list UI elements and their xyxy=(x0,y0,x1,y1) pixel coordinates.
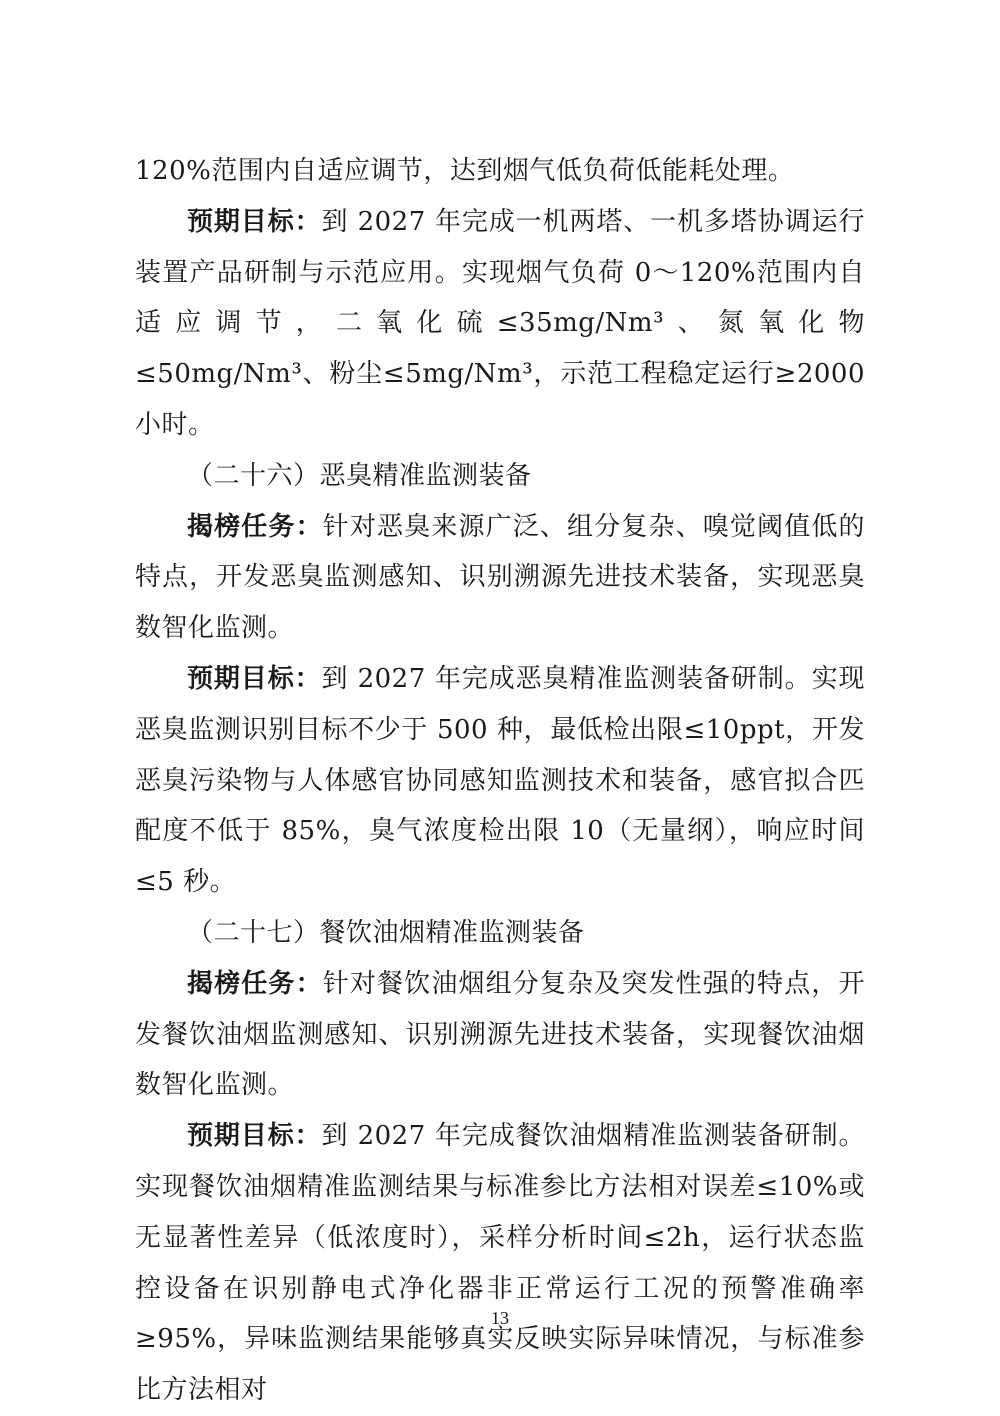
document-body xyxy=(135,146,865,1416)
paragraph-text: 针对餐饮油烟组分复杂及突发性强的特点，开发餐饮油烟监测感知、识别溯源先进技术装备，实现餐饮油烟数智化监测。 xyxy=(135,968,865,1101)
paragraph-text: 120%范围内自适应调节，达到烟气低负荷低能耗处理。 xyxy=(135,156,795,186)
paragraph-label: 揭榜任务： xyxy=(187,511,323,542)
paragraph-task-26 xyxy=(135,502,865,654)
paragraph-text: 针对恶臭来源广泛、组分复杂、嗅觉阈值低的特点，开发恶臭监测感知、识别溯源先进技术装备，实现恶臭数智化监测。 xyxy=(135,511,865,644)
paragraph-expected-goal-26 xyxy=(135,654,865,908)
paragraph-continuation xyxy=(135,146,865,197)
paragraph-expected-goal-27 xyxy=(135,1111,865,1416)
paragraph-label: 揭榜任务： xyxy=(187,968,323,999)
paragraph-text: 到 2027 年完成餐饮油烟精准监测装备研制。实现餐饮油烟精准监测结果与标准参比方法相对误差≤10%或无显著性差异（低浓度时），采样分析时间≤2h，运行状态监控设备在识别静电式净化器非正常运行工况的预警准确率≥95%，异味监测结果能够真实反映实际异味情况，与标准参比方法相对 xyxy=(135,1121,865,1406)
paragraph-text: 到 2027 年完成一机两塔、一机多塔协调运行装置产品研制与示范应用。实现烟气负荷 0～120%范围内自适应调节，二氧化硫≤35mg/Nm³、氮氧化物≤50mg/Nm³、粉尘≤5mg/Nm³，示范工程稳定运行≥2000 小时。 xyxy=(135,206,865,440)
paragraph-label: 预期目标： xyxy=(187,206,322,237)
heading-text: （二十六）恶臭精准监测装备 xyxy=(187,460,532,491)
paragraph-label: 预期目标： xyxy=(187,663,322,694)
section-heading-27 xyxy=(135,908,865,959)
section-heading-26 xyxy=(135,451,865,502)
paragraph-expected-goal-25 xyxy=(135,197,865,451)
heading-text: （二十七）餐饮油烟精准监测装备 xyxy=(187,917,585,948)
paragraph-label: 预期目标： xyxy=(187,1121,322,1152)
paragraph-text: 到 2027 年完成恶臭精准监测装备研制。实现恶臭监测识别目标不少于 500 种，最低检出限≤10ppt，开发恶臭污染物与人体感官协同感知监测技术和装备，感官拟合匹配度不低于 85%，臭气浓度检出限 10（无量纲），响应时间≤5 秒。 xyxy=(135,663,865,898)
page-number: 13 xyxy=(491,1308,509,1328)
paragraph-task-27 xyxy=(135,959,865,1111)
